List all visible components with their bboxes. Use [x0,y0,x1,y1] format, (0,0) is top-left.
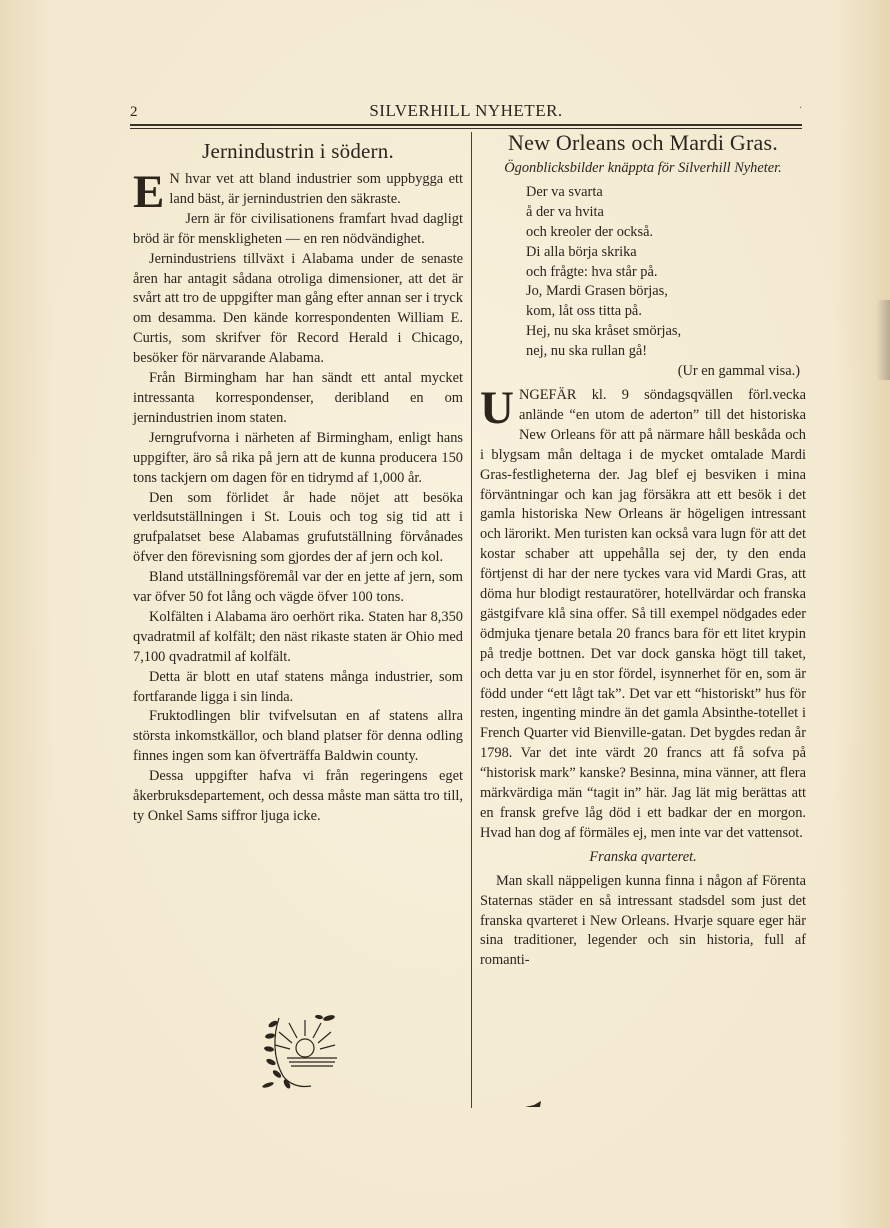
poem-line: Hej, nu ska kråset smörjas, [526,323,682,340]
right-article-subtitle: Ögonblicksbilder knäppta för Silverhill Nyheter. [504,160,782,176]
poem [526,183,806,382]
header-rule [130,124,802,126]
section-heading: Franska qvarteret. [589,848,697,865]
left-article-paragraph: Bland utställningsföremål var der en jette af jern, som var öfver 50 fot lång och vägde öfver 100 tons. [133,569,463,606]
corner-mark: ˑ [799,103,803,115]
poem-line: kom, låt oss titta på. [526,303,642,320]
poem-line: Di alla börja skrika [526,243,637,260]
poem-line: nej, nu ska rullan gå! [526,343,648,360]
right-article-paragraph: Man skall näppeligen kunna finna i någon af Förenta Staternas städer en så intressant stadsdel som just det franska qvarteret i New Orleans. Hvarje square eger här sina traditioner, legender och sin historia, full af romanti- [480,872,806,969]
newspaper-title: SILVERHILL NYHETER. [369,101,563,120]
poem-line: å der va hvita [526,203,604,220]
left-article-paragraph: Jern är för civilisationens framfart hvad dagligt bröd är för menskligheten — en ren nödvändighet. [133,210,463,247]
right-article-headline: New Orleans och Mardi Gras. [508,130,778,155]
poem-line: och kreoler der också. [526,223,654,240]
left-article-paragraph [133,166,463,218]
right-article [480,130,806,971]
left-article-headline: Jernindustrin i södern. [202,139,394,163]
page-number: 2 [130,104,138,120]
poem-line: Jo, Mardi Grasen börjas, [526,283,668,300]
left-article-paragraph: Jerngrufvorna i närheten af Birmingham, enligt hans uppgifter, äro så rika på jern att de kunna producera 150 tons tackjern om dagen för en tidrymd af 1,000 år. [133,429,463,486]
header-rule-thin [130,128,802,129]
left-article-paragraph: Detta är blott en utaf statens många industrier, som fortfarande ligga i sin linda. [133,668,463,705]
poem-source: (Ur en gammal visa.) [677,363,800,380]
sunrise-ornament-icon [259,1012,341,1092]
poem-line: Der va svarta [526,183,603,200]
left-article-paragraph: Fruktodlingen blir tvifvelsutan en af statens allra största inkomstkällor, och bland platser för denna odling finnes ingen som kan öfverträffa Baldwin county. [133,708,463,765]
page-edge-damage [876,300,890,380]
left-article-paragraph: Den som förlidet år hade nöjet att besöka verldsutställningen i St. Louis och tog sig tid att i grufpalatset bese Alabamas grufutställning förvånades öfver den förevisning som gjordes der af jern och kol. [133,489,463,566]
left-article-paragraph: Dessa uppgifter hafva vi från regeringens eget åkerbruksdepartement, och dessa måste man sätta tro till, ty Onkel Sams siffror ljuga icke. [133,768,463,824]
right-article-paragraph [480,381,806,844]
left-article-paragraph: Från Birmingham har han sändt ett antal mycket intressanta korrespondenser, deribland en om jernindustrien inom staten. [133,370,463,426]
printer-mark-icon [524,1100,542,1108]
left-article-paragraph: Jernindustriens tillväxt i Alabama under de senaste åren har antagit sådana otroliga dimensioner, att det är svårt att tro de uppgifter man gång efter annan ser i tryck om desamma. Den kände korrespondenten William E. Curtis, som skrifver för Record Herald i Chicago, besöker för närvarande Alabama. [133,250,463,367]
poem-line: och frågte: hva står på. [526,263,658,280]
left-article [133,138,463,827]
left-article-paragraph: Kolfälten i Alabama äro oerhört rika. Staten har 8,350 qvadratmil af kolfält; den näst rikaste staten är Ohio med 7,100 qvadratmil af kolfält. [133,608,463,665]
paragraph-text: NGEFÄR kl. 9 söndagsqvällen förl.vecka anlände “en utom de aderton” till det historiska New Orleans för att på närmare håll beskåda och i blygsam mån deltaga i de mycket omtalade Mardi Gras-festligheterna der. Jag blef ej besviken i mina förväntningar och kan jag försäkra att ett besök i det gamla historiska New Orleans är högeligen intressant och lärorikt. Men turisten kan också vara lugn för att det kostar schaber att uppehålla sej der, ty den enda förtjenst di har der nere tyckes vara vid Mardi Gras, att döma hur blodigt restauratörer, hotellvärdar och franska gästgifvare klå sina offer. Så till exempel nödgades eder ödmjuka tjenare betala 20 francs bara för ett litet krypin på tredje bottnen. Det var dock ganska högt till taket, och detta var ju en stor fördel, isynnerhet för en, som är född under “ett lågt tak”. Det var ett “historiskt” hus för resten, ingenting mindre än det gamla Absinthe-totellet i French Quarter vid Bienville-gatan. Det bygdes redan år 1798. Var det inte värdt 20 francs att få sofva på “historisk mark” kanske? Besinna, mina vänner, att flera märkvärdiga män “tagit in” här. Jag lät mig berättas att en fransk grefve låg död i ett badkar der en morgon. Hvad han dog af förmäles ej, men inte var det vattensot. [480,386,806,841]
dropcap-letter: U [480,381,514,434]
column-divider [471,132,472,1108]
paragraph-text: N hvar vet att bland industrier som uppbygga ett land bäst, är jernindustrien den säkraste. [169,171,463,207]
page-header [130,100,802,124]
dropcap-letter: E [133,166,165,218]
